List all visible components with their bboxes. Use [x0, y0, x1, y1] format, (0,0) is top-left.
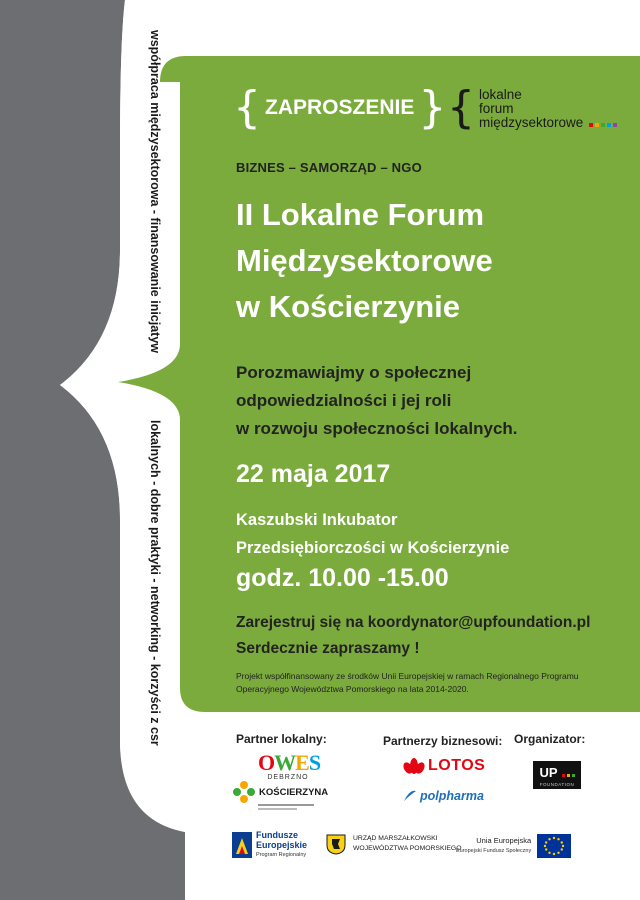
sectors-line: BIZNES – SAMORZĄD – NGO — [236, 160, 422, 175]
local-partner-label: Partner lokalny: — [236, 732, 327, 746]
flower-icon — [232, 780, 256, 804]
fe-line-2: Europejskie — [256, 840, 308, 850]
title-line-3: w Kościerzynie — [236, 289, 460, 324]
eu-line-2: Europejski Fundusz Społeczny — [456, 848, 532, 854]
brace-text-top: współpraca międzysektorowa - finansowanie inicjatyw — [148, 30, 162, 354]
organizer-label: Organizator: — [514, 732, 586, 746]
title-line-2: Międzysektorowe — [236, 243, 493, 278]
owes-logo: OWES DEBRZNO — [258, 750, 321, 781]
up-sub: FOUNDATION — [539, 781, 575, 787]
logo-line-3: międzysektorowe — [479, 115, 584, 130]
funding-line-1: Projekt współfinansowany ze środków Unii Europejskiej w ramach Regionalnego Programu — [236, 671, 579, 681]
logo-dots — [587, 115, 617, 130]
funding-line-2: Operacyjnego Województwa Pomorskiego na lata 2014-2020. — [236, 684, 469, 694]
welcome-line: Serdecznie zapraszamy ! — [236, 640, 420, 657]
fe-line-3: Program Regionalny — [256, 852, 307, 858]
koscierzyna-logo — [232, 780, 328, 804]
griffin-crest-icon — [325, 833, 347, 855]
event-time: godz. 10.00 -15.00 — [236, 564, 449, 592]
polpharma-text: polpharma — [420, 789, 484, 803]
logo-line-2: forum — [479, 101, 514, 116]
eu-flag-icon — [537, 834, 571, 858]
koscierzyna-subtext — [258, 804, 314, 812]
venue-line-1: Kaszubski Inkubator — [236, 511, 398, 529]
fe-logo — [232, 830, 307, 860]
koscierzyna-text: KOŚCIERZYNA — [259, 786, 329, 798]
event-title — [236, 192, 493, 330]
owes-sub: DEBRZNO — [267, 774, 309, 781]
subtitle-line-1: Porozmawiajmy o społecznej — [236, 363, 472, 382]
left-brace-icon: { — [233, 82, 261, 133]
event-subtitle — [236, 359, 518, 443]
registration-block — [236, 610, 590, 662]
logo-line-1: lokalne — [479, 87, 522, 102]
up-dots — [560, 764, 575, 782]
venue-line-2: Przedsiębiorczości w Kościerzynie — [236, 539, 510, 557]
fe-flag-icon — [232, 832, 252, 858]
invite-heading — [233, 82, 447, 133]
up-text: UP — [539, 764, 558, 780]
subtitle-line-2: odpowiedzialności i jej roli — [236, 391, 452, 410]
um-logo — [325, 833, 462, 855]
business-partners-label: Partnerzy biznesowi: — [383, 734, 503, 748]
invite-label: ZAPROSZENIE — [265, 96, 415, 119]
brace-text-bottom: lokalnych - dobre praktyki - networking - korzyści z csr — [148, 420, 162, 746]
fe-line-1: Fundusze — [256, 830, 298, 840]
logo-brace-icon: { — [447, 82, 475, 133]
eu-logo — [456, 834, 571, 858]
eu-line-1: Unia Europejska — [476, 836, 532, 845]
polpharma-logo — [402, 789, 484, 803]
title-line-1: II Lokalne Forum — [236, 197, 485, 232]
event-venue — [236, 506, 509, 562]
lotos-text: LOTOS — [428, 757, 486, 774]
right-brace-icon: } — [418, 82, 447, 133]
forum-logo — [447, 82, 617, 133]
polpharma-icon — [402, 789, 418, 803]
funding-note — [236, 670, 579, 696]
up-foundation-logo — [533, 761, 581, 789]
lotos-logo — [403, 757, 485, 775]
um-line-2: WOJEWÓDZTWA POMORSKIEGO — [353, 845, 462, 852]
lotos-flower-icon — [403, 757, 425, 775]
register-line: Zarejestruj się na koordynator@upfoundation.pl — [236, 614, 591, 631]
subtitle-line-3: w rozwoju społeczności lokalnych. — [236, 419, 518, 438]
event-date: 22 maja 2017 — [236, 460, 391, 488]
um-line-1: URZĄD MARSZAŁKOWSKI — [353, 835, 438, 842]
